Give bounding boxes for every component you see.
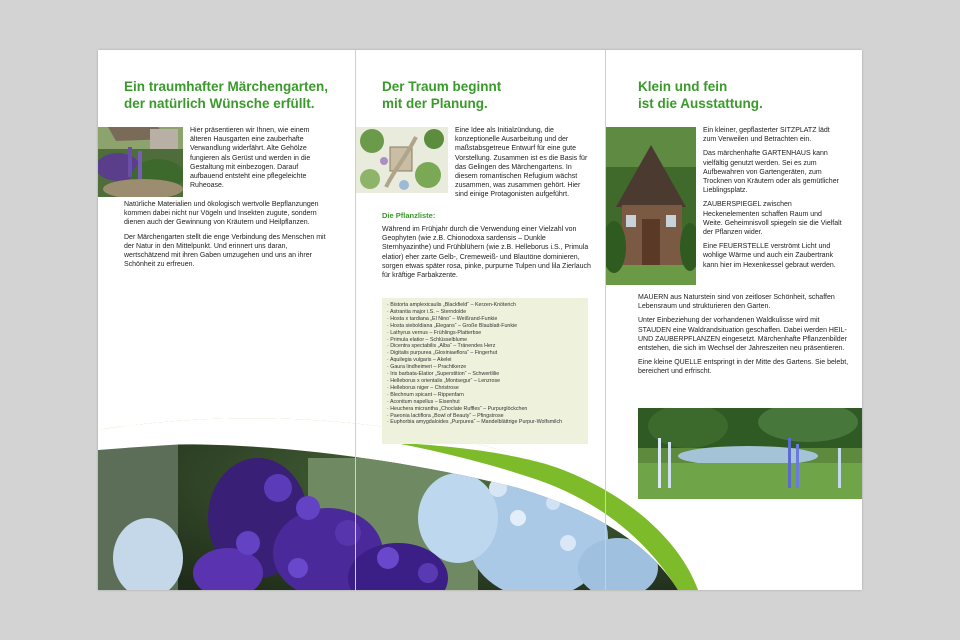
plant-list-item: · Heuchera micrantha „Choclate Ruffles“ – Purpurglöckchen [387, 405, 528, 412]
panel2-title-line1: Der Traum beginnt [382, 79, 502, 94]
plant-list-item: · Dicentra spectabilis „Alba“ – Tränendes Herz [387, 343, 496, 350]
plant-list-item: · Helleborus x orientalis „Montsegur“ – Lenzrose [387, 377, 501, 384]
garden-plan-drawing [356, 127, 448, 193]
panel2-intro: Eine Idee als Initialzündung, die konzeptionelle Ausarbeitung und der maßstabsgetreue Entwurf für eine gute Vorstellung. Zusammen ist es die Basis für das Gelingen des Märchengartens. In diesem romantischen Refugium wächst zusammen, was zusammen gehört. Hier sind einige Protagonisten aufgeführt. [455, 127, 588, 199]
plant-list-item: · Aconitum napellus – Eisenhut [387, 398, 460, 405]
panel1-para3: Der Märchengarten stellt die enge Verbindung des Menschen mit der Natur in den Mittelpunkt. Und erinnert uns daran, wertschätzend mit ihren Gaben umzugehen und uns an ihrer Schönheit zu erfreuen. [124, 233, 326, 269]
gartenhaus-text: Das märchenhafte GARTENHAUS kann vielfältig genutzt werden. Sei es zum Aufbewahren von Gartengeräten, zum Trocknen von Kräutern oder als gemütlicher Lieblingsplatz. [703, 150, 839, 195]
fold-line-right [605, 50, 606, 590]
plant-list-item: · Euphorbia amygdaloides „Purpurea“ – Mandelblättrige Purpur-Wolfsmilch [387, 419, 563, 426]
panel2-para2: Während im Frühjahr durch die Verwendung einer Vielzahl von Geophyten (wie z.B. Chionodoxa sardensis – Dunkle Sternhyazinthe) und Frühblühern (wie z.B. Helleborus i.S., Primula elatior) eher zarte Gelb-, Cremeweiß- und Blautöne dominieren, sorgen etwas später rosa, pinke, purpurne Tulpen und lila Zierlauch für kräftige Farbakzente. [382, 226, 591, 280]
brochure [98, 50, 862, 590]
garden-path-photo [98, 127, 183, 197]
plant-list-item: · Aquilegia vulgaris – Akelei [387, 357, 452, 364]
panel3-body [638, 293, 850, 382]
panel3-title-line1: Klein und fein [638, 79, 728, 94]
plant-list-item: · Blechnum spicant – Rippenfarn [387, 391, 464, 398]
fold-line-left [355, 50, 356, 590]
plant-list-item: · Bistorta amplexicaulis „Blackfield“ – Kerzen-Knöterich [387, 302, 516, 308]
plant-list-item: · Gaura lindheimeri – Prachtkerze [387, 364, 467, 371]
plant-list-box [382, 298, 588, 444]
panel1-intro: Hier präsentieren wir Ihnen, wie einem älteren Hausgarten eine zauberhafte Verwandlung widerfährt. Alte Gehölze fungieren als Gerüst und werden in die Gestaltung mit einbezogen. Darauf aufbauend entsteht eine pflegeleichte Ruheoase. [190, 127, 311, 190]
panel2-title [382, 78, 592, 112]
plant-list-item: · Iris barbata-Elatior „Superstition“ – Schwertlilie [387, 371, 500, 378]
plant-list-item: · Astrantia major i.S. – Sterndolde [387, 308, 467, 315]
stauden-text: Unter Einbeziehung der vorhandenen Waldkulisse wird mit STAUDEN eine Waldrandsituation geschaffen. Dabei werden HEIL- UND ZAUBERPFLANZEN eingesetzt. Märchenhafte Pflanzenbilder entstehen, die sich im Wechsel der Jahreszeiten neu präsentieren. [638, 317, 847, 353]
plant-list-item: · Hosta x tardiana „El Nino“ – Weißrand-Funkie [387, 315, 498, 322]
quelle-text: Eine kleine QUELLE entspringt in der Mitte des Gartens. Sie belebt, bereichert und erfrischt. [638, 359, 849, 376]
garden-house-photo [606, 127, 696, 285]
plant-list-item: · Primula elatior – Schlüsselblume [387, 336, 468, 343]
plant-list-heading: Die Pflanzliste: [382, 211, 436, 220]
panel1-title [124, 78, 354, 112]
panel2-title-line2: mit der Planung. [382, 96, 488, 111]
garden-pond-photo [638, 408, 862, 499]
panel3-side-text [703, 126, 843, 275]
panel1-para2: Natürliche Materialien und ökologisch wertvolle Bepflanzungen kommen dabei nicht nur Vögeln und Insekten zugute, sondern dienen auch der Gewinnung von Kräutern und Heilpflanzen. [124, 201, 319, 227]
panel1-body [124, 200, 334, 274]
panel1-title-line1: Ein traumhafter Märchengarten, [124, 79, 329, 94]
mauern-text: MAUERN aus Naturstein sind von zeitloser Schönheit, schaffen Lebensraum und strukturieren den Garten. [638, 294, 835, 311]
panel3-title-line2: ist die Ausstattung. [638, 96, 763, 111]
zauberspiegel-text: ZAUBERSPIEGEL zwischen Heckenelementen schaffen Raum und Weite. Geheimnisvoll spiegeln sie die Vielfalt der Pflanzen wider. [703, 201, 842, 237]
plant-list-item: · Hosta sieboldiana „Elegans“ – Große Blaublatt-Funkie [387, 322, 518, 329]
plant-list-item: · Paeonia lactiflora „Bowl of Beauty“ – Pfingstrose [387, 412, 504, 419]
plant-list-item: · Helleborus niger – Christrose [387, 384, 459, 391]
panel3-title [638, 78, 848, 112]
plant-list-item: · Digitalis purpurea „Gloxiniaeflora“ – Fingerhut [387, 350, 498, 357]
panel1-title-line2: der natürlich Wünsche erfüllt. [124, 96, 315, 111]
plant-list-item: · Lathyrus vernus – Frühlings-Platterbse [387, 329, 482, 336]
feuerstelle-text: Eine FEUERSTELLE verströmt Licht und wohlige Wärme und auch ein Zaubertrank kann hier im Hexenkessel gebraut werden. [703, 243, 836, 269]
sitzplatz-text: Ein kleiner, gepflasterter SITZPLATZ lädt zum Verweilen und Betrachten ein. [703, 127, 830, 144]
